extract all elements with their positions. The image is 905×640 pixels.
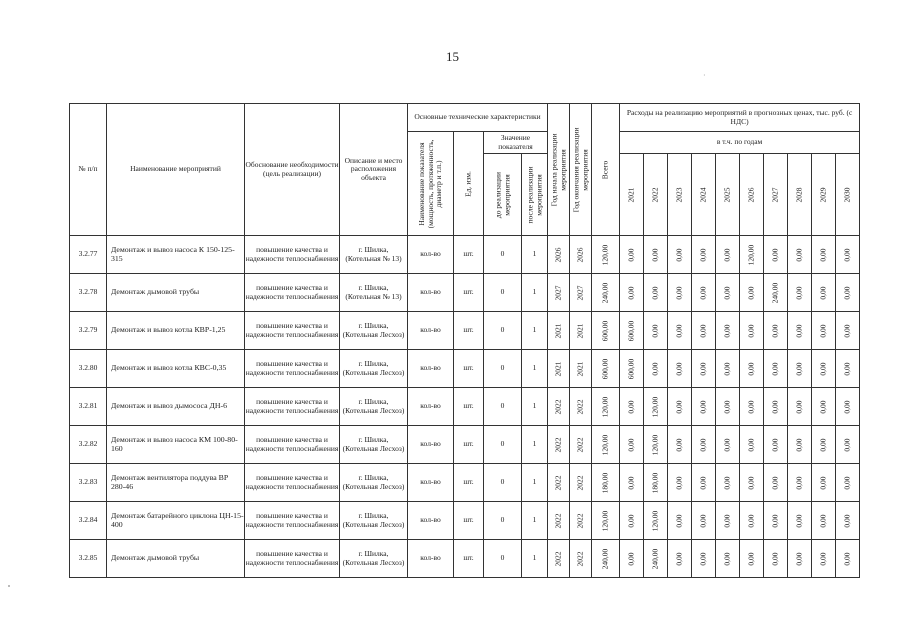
scan-speck	[8, 585, 10, 587]
row-location: г. Шилка, (Котельная Лесхоз)	[340, 502, 408, 540]
header-year-2030: 2030	[836, 154, 860, 236]
row-name: Демонтаж и вывоз насоса К 150-125-315	[107, 236, 245, 274]
row-year-start: 2027	[548, 274, 570, 312]
row-cost-2024: 0,00	[692, 350, 716, 388]
row-cost-2030: 0,00	[836, 540, 860, 578]
row-name: Демонтаж батарейного циклона ЦН-15-400	[107, 502, 245, 540]
row-cost-2026: 0,00	[740, 274, 764, 312]
row-cost-2024: 0,00	[692, 464, 716, 502]
header-location: Описание и место расположения объекта	[340, 104, 408, 236]
header-justification: Обоснование необходимости (цель реализации)	[245, 104, 340, 236]
row-year-start: 2021	[548, 350, 570, 388]
row-cost-2026: 0,00	[740, 426, 764, 464]
row-cost-2025: 0,00	[716, 426, 740, 464]
row-cost-2022: 0,00	[644, 350, 668, 388]
row-cost-2028: 0,00	[788, 350, 812, 388]
row-cost-2029: 0,00	[812, 312, 836, 350]
row-cost-2025: 0,00	[716, 464, 740, 502]
row-unit: шт.	[454, 312, 484, 350]
row-cost-2024: 0,00	[692, 274, 716, 312]
measures-table	[69, 103, 860, 578]
row-cost-2025: 0,00	[716, 540, 740, 578]
row-after: 1	[522, 540, 548, 578]
row-cost-2030: 0,00	[836, 502, 860, 540]
row-year-end: 2021	[570, 312, 592, 350]
row-cost-2026: 0,00	[740, 540, 764, 578]
row-cost-2029: 0,00	[812, 236, 836, 274]
row-unit: шт.	[454, 502, 484, 540]
row-total: 120,00	[592, 388, 620, 426]
table-row	[70, 426, 860, 464]
page-number: 15	[446, 49, 459, 64]
row-cost-2028: 0,00	[788, 312, 812, 350]
header-total: Всего	[592, 104, 620, 236]
row-indicator: кол-во	[408, 502, 454, 540]
row-year-end: 2022	[570, 540, 592, 578]
row-cost-2030: 0,00	[836, 236, 860, 274]
row-name: Демонтаж и вывоз насоса КМ 100-80-160	[107, 426, 245, 464]
row-after: 1	[522, 502, 548, 540]
row-cost-2029: 0,00	[812, 426, 836, 464]
row-location: г. Шилка, (Котельная Лесхоз)	[340, 426, 408, 464]
row-cost-2029: 0,00	[812, 350, 836, 388]
row-location: г. Шилка, (Котельная № 13)	[340, 236, 408, 274]
row-year-start: 2022	[548, 388, 570, 426]
row-unit: шт.	[454, 426, 484, 464]
row-cost-2030: 0,00	[836, 274, 860, 312]
row-indicator: кол-во	[408, 274, 454, 312]
row-cost-2024: 0,00	[692, 312, 716, 350]
row-justification: повышение качества и надежности теплоснабжения	[245, 388, 340, 426]
row-justification: повышение качества и надежности теплоснабжения	[245, 274, 340, 312]
row-indicator: кол-во	[408, 350, 454, 388]
row-after: 1	[522, 312, 548, 350]
row-total: 240,00	[592, 540, 620, 578]
scan-mark: ·	[703, 71, 706, 80]
row-name: Демонтаж дымовой трубы	[107, 540, 245, 578]
row-num: 3.2.78	[70, 274, 107, 312]
row-cost-2023: 0,00	[668, 236, 692, 274]
row-cost-2029: 0,00	[812, 502, 836, 540]
row-num: 3.2.83	[70, 464, 107, 502]
row-before: 0	[484, 350, 522, 388]
row-cost-2027: 0,00	[764, 540, 788, 578]
header-before: до реализации мероприятия	[484, 154, 522, 236]
table-row	[70, 274, 860, 312]
row-num: 3.2.85	[70, 540, 107, 578]
row-cost-2026: 120,00	[740, 236, 764, 274]
header-value-group: Значение показателя	[484, 132, 548, 154]
row-cost-2029: 0,00	[812, 540, 836, 578]
row-total: 120,00	[592, 502, 620, 540]
row-unit: шт.	[454, 388, 484, 426]
row-name: Демонтаж дымовой трубы	[107, 274, 245, 312]
row-before: 0	[484, 502, 522, 540]
row-year-start: 2022	[548, 464, 570, 502]
row-year-end: 2021	[570, 350, 592, 388]
header-cost-group: Расходы на реализацию мероприятий в прогнозных ценах, тыс. руб. (с НДС)	[620, 104, 860, 132]
row-cost-2026: 0,00	[740, 502, 764, 540]
row-year-end: 2022	[570, 426, 592, 464]
row-name: Демонтаж вентилятора поддува ВР 280-46	[107, 464, 245, 502]
row-before: 0	[484, 274, 522, 312]
row-justification: повышение качества и надежности теплоснабжения	[245, 236, 340, 274]
row-cost-2029: 0,00	[812, 464, 836, 502]
row-cost-2028: 0,00	[788, 464, 812, 502]
row-cost-2027: 0,00	[764, 464, 788, 502]
row-cost-2030: 0,00	[836, 464, 860, 502]
row-cost-2025: 0,00	[716, 236, 740, 274]
row-cost-2021: 600,00	[620, 350, 644, 388]
row-unit: шт.	[454, 236, 484, 274]
row-unit: шт.	[454, 350, 484, 388]
row-after: 1	[522, 388, 548, 426]
row-before: 0	[484, 540, 522, 578]
row-cost-2028: 0,00	[788, 388, 812, 426]
row-cost-2027: 0,00	[764, 350, 788, 388]
row-cost-2022: 120,00	[644, 426, 668, 464]
row-justification: повышение качества и надежности теплоснабжения	[245, 312, 340, 350]
row-before: 0	[484, 236, 522, 274]
row-location: г. Шилка, (Котельная Лесхоз)	[340, 312, 408, 350]
row-num: 3.2.77	[70, 236, 107, 274]
header-year-2024: 2024	[692, 154, 716, 236]
row-cost-2027: 0,00	[764, 236, 788, 274]
row-cost-2023: 0,00	[668, 312, 692, 350]
row-cost-2028: 0,00	[788, 236, 812, 274]
row-year-end: 2022	[570, 388, 592, 426]
row-cost-2022: 240,00	[644, 540, 668, 578]
row-before: 0	[484, 388, 522, 426]
row-justification: повышение качества и надежности теплоснабжения	[245, 426, 340, 464]
row-cost-2021: 0,00	[620, 388, 644, 426]
row-cost-2023: 0,00	[668, 388, 692, 426]
row-cost-2029: 0,00	[812, 274, 836, 312]
row-cost-2027: 0,00	[764, 312, 788, 350]
header-year-end: Год окончания реализации мероприятия	[570, 104, 592, 236]
row-after: 1	[522, 236, 548, 274]
table-row	[70, 236, 860, 274]
row-indicator: кол-во	[408, 464, 454, 502]
table-row	[70, 540, 860, 578]
row-unit: шт.	[454, 464, 484, 502]
row-name: Демонтаж и вывоз дымососа ДН-6	[107, 388, 245, 426]
row-indicator: кол-во	[408, 426, 454, 464]
row-cost-2022: 120,00	[644, 388, 668, 426]
row-cost-2030: 0,00	[836, 426, 860, 464]
header-tech-group: Основные технические характеристики	[408, 104, 548, 132]
row-cost-2028: 0,00	[788, 426, 812, 464]
row-cost-2021: 0,00	[620, 426, 644, 464]
row-cost-2027: 0,00	[764, 388, 788, 426]
row-cost-2026: 0,00	[740, 464, 764, 502]
row-after: 1	[522, 350, 548, 388]
row-year-end: 2027	[570, 274, 592, 312]
header-name: Наименование мероприятий	[107, 104, 245, 236]
row-cost-2022: 0,00	[644, 236, 668, 274]
row-cost-2022: 180,00	[644, 464, 668, 502]
row-num: 3.2.82	[70, 426, 107, 464]
row-cost-2030: 0,00	[836, 388, 860, 426]
row-cost-2024: 0,00	[692, 236, 716, 274]
row-location: г. Шилка, (Котельная № 13)	[340, 274, 408, 312]
row-cost-2021: 0,00	[620, 464, 644, 502]
row-year-start: 2022	[548, 540, 570, 578]
row-year-end: 2022	[570, 464, 592, 502]
row-cost-2030: 0,00	[836, 350, 860, 388]
row-num: 3.2.81	[70, 388, 107, 426]
row-num: 3.2.79	[70, 312, 107, 350]
row-cost-2023: 0,00	[668, 540, 692, 578]
row-cost-2022: 120,00	[644, 502, 668, 540]
row-location: г. Шилка, (Котельная Лесхоз)	[340, 464, 408, 502]
row-location: г. Шилка, (Котельная Лесхоз)	[340, 350, 408, 388]
row-cost-2023: 0,00	[668, 350, 692, 388]
row-location: г. Шилка, (Котельная Лесхоз)	[340, 388, 408, 426]
row-cost-2021: 0,00	[620, 540, 644, 578]
table-row	[70, 464, 860, 502]
row-cost-2024: 0,00	[692, 388, 716, 426]
row-cost-2027: 0,00	[764, 502, 788, 540]
row-year-start: 2021	[548, 312, 570, 350]
header-year-start: Год начала реализации мероприятия	[548, 104, 570, 236]
row-cost-2021: 600,00	[620, 312, 644, 350]
row-cost-2024: 0,00	[692, 426, 716, 464]
row-cost-2029: 0,00	[812, 388, 836, 426]
header-after: после реализации мероприятия	[522, 154, 548, 236]
row-cost-2023: 0,00	[668, 502, 692, 540]
row-total: 180,00	[592, 464, 620, 502]
header-year-2027: 2027	[764, 154, 788, 236]
header-by-years: в т.ч. по годам	[620, 132, 860, 154]
row-indicator: кол-во	[408, 312, 454, 350]
row-location: г. Шилка, (Котельная Лесхоз)	[340, 540, 408, 578]
row-cost-2030: 0,00	[836, 312, 860, 350]
row-num: 3.2.84	[70, 502, 107, 540]
row-cost-2021: 0,00	[620, 274, 644, 312]
header-year-2028: 2028	[788, 154, 812, 236]
header-year-2022: 2022	[644, 154, 668, 236]
row-cost-2024: 0,00	[692, 540, 716, 578]
header-indicator-name: Наименование показателя (мощность, протяженность, диаметр и т.п.)	[408, 132, 454, 236]
row-cost-2028: 0,00	[788, 502, 812, 540]
row-after: 1	[522, 464, 548, 502]
row-cost-2026: 0,00	[740, 388, 764, 426]
row-cost-2025: 0,00	[716, 350, 740, 388]
row-cost-2027: 0,00	[764, 426, 788, 464]
row-indicator: кол-во	[408, 540, 454, 578]
table-row	[70, 502, 860, 540]
row-total: 120,00	[592, 426, 620, 464]
table-row	[70, 388, 860, 426]
row-cost-2022: 0,00	[644, 274, 668, 312]
row-cost-2026: 0,00	[740, 350, 764, 388]
row-before: 0	[484, 312, 522, 350]
row-justification: повышение качества и надежности теплоснабжения	[245, 502, 340, 540]
row-justification: повышение качества и надежности теплоснабжения	[245, 540, 340, 578]
row-total: 240,00	[592, 274, 620, 312]
row-year-start: 2022	[548, 502, 570, 540]
header-year-2029: 2029	[812, 154, 836, 236]
row-unit: шт.	[454, 274, 484, 312]
row-cost-2025: 0,00	[716, 274, 740, 312]
table-row	[70, 312, 860, 350]
header-year-2023: 2023	[668, 154, 692, 236]
row-cost-2024: 0,00	[692, 502, 716, 540]
header-num: № п/п	[70, 104, 107, 236]
row-cost-2023: 0,00	[668, 464, 692, 502]
row-indicator: кол-во	[408, 236, 454, 274]
header-year-2025: 2025	[716, 154, 740, 236]
row-num: 3.2.80	[70, 350, 107, 388]
row-name: Демонтаж и вывоз котла КВР-1,25	[107, 312, 245, 350]
row-cost-2021: 0,00	[620, 236, 644, 274]
header-unit: Ед. изм.	[454, 132, 484, 236]
row-year-start: 2022	[548, 426, 570, 464]
row-year-end: 2026	[570, 236, 592, 274]
row-cost-2022: 0,00	[644, 312, 668, 350]
row-year-end: 2022	[570, 502, 592, 540]
row-indicator: кол-во	[408, 388, 454, 426]
row-total: 600,00	[592, 350, 620, 388]
row-justification: повышение качества и надежности теплоснабжения	[245, 464, 340, 502]
row-after: 1	[522, 426, 548, 464]
row-total: 600,00	[592, 312, 620, 350]
row-cost-2026: 0,00	[740, 312, 764, 350]
row-before: 0	[484, 426, 522, 464]
row-cost-2027: 240,00	[764, 274, 788, 312]
row-cost-2023: 0,00	[668, 426, 692, 464]
row-name: Демонтаж и вывоз котла КВС-0,35	[107, 350, 245, 388]
row-cost-2025: 0,00	[716, 502, 740, 540]
table-row	[70, 350, 860, 388]
row-total: 120,00	[592, 236, 620, 274]
row-cost-2028: 0,00	[788, 540, 812, 578]
header-year-2021: 2021	[620, 154, 644, 236]
row-cost-2025: 0,00	[716, 312, 740, 350]
row-year-start: 2026	[548, 236, 570, 274]
row-cost-2028: 0,00	[788, 274, 812, 312]
row-after: 1	[522, 274, 548, 312]
row-cost-2023: 0,00	[668, 274, 692, 312]
row-before: 0	[484, 464, 522, 502]
row-justification: повышение качества и надежности теплоснабжения	[245, 350, 340, 388]
row-cost-2021: 0,00	[620, 502, 644, 540]
header-year-2026: 2026	[740, 154, 764, 236]
row-cost-2025: 0,00	[716, 388, 740, 426]
row-unit: шт.	[454, 540, 484, 578]
